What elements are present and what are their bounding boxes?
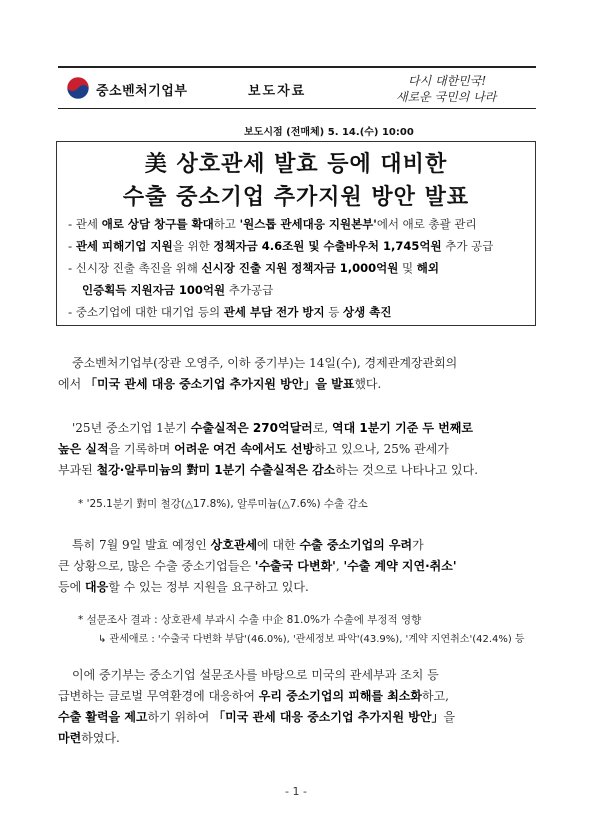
svg-text:새로운 국민의 나라: 새로운 국민의 나라 [396, 90, 497, 104]
slogan-handwriting [388, 70, 528, 108]
summary-bullet: - 신시장 진출 촉진을 위해 신시장 진출 지원 정책자금 1,000억원 및 해외 [68, 261, 439, 275]
footnote-steel-aluminum: * '25.1분기 對미 철강(△17.8%), 알루미늄(△7.6%) 수출 감소 [78, 498, 368, 510]
body-paragraph-2: '25년 중소기업 1분기 수출실적은 270억달러로, 역대 1분기 기준 두 번째로 높은 실적을 기록하며 어려운 여건 속에서도 선방하고 있으나, 25% 관세가 부과된 철강·알루미늄의 對미 1분기 수출실적은 감소하는 것으로 나타나고 있다. [58, 421, 479, 477]
release-time: 보도시점 (전매체) 5. 14.(수) 10:00 [244, 127, 414, 138]
ministry-logo-icon [66, 76, 90, 100]
body-paragraph-4: 이에 중기부는 중소기업 설문조사를 바탕으로 미국의 관세부과 조치 등 급변하는 글로벌 무역환경에 대응하여 우리 중소기업의 피해를 최소화하고, 수출 활력을 제고하기 위하여 「미국 관세 대응 중소기업 추가지원 방안」을 마련하였다. [58, 668, 456, 745]
summary-bullet: - 관세 애로 상담 창구를 확대하고 '원스톱 관세대응 지원본부'에서 애로 총괄 관리 [68, 217, 477, 231]
headline-line-2: 수출 중소기업 추가지원 방안 발표 [122, 184, 470, 210]
footnote-survey-detail: ↳ 관세애로 : '수출국 다변화 부담'(46.0%), '관세정보 파악'(43.9%), '계약 지연취소'(42.4%) 등 [98, 634, 525, 645]
ministry-name: 중소벤처기업부 [96, 84, 188, 99]
summary-bullet: - 관세 피해기업 지원을 위한 정책자금 4.6조원 및 수출바우처 1,745억원 추가 공급 [68, 239, 494, 253]
summary-bullet-continued: 인증획득 지원자금 100억원 추가공급 [82, 283, 274, 297]
header-bottom-rule [58, 108, 536, 109]
headline-line-1: 美 상호관세 발효 등에 대비한 [144, 151, 448, 177]
press-release-tag: 보도자료 [248, 84, 307, 99]
body-paragraph-1: 중소벤처기업부(장관 오영주, 이하 중기부)는 14일(수), 경제관계장관회의 에서 「미국 관세 대응 중소기업 추가지원 방안」을 발표했다. [58, 356, 458, 391]
footnote-survey: * 설문조사 결과 : 상호관세 부과시 수출 中企 81.0%가 수출에 부정적 영향 [78, 614, 422, 626]
page-number: - 1 - [285, 785, 307, 798]
summary-bullet: - 중소기업에 대한 대기업 등의 관세 부담 전가 방지 등 상생 촉진 [68, 305, 392, 319]
body-paragraph-3: 특히 7월 9일 발효 예정인 상호관세에 대한 수출 중소기업의 우려가 큰 상황으로, 많은 수출 중소기업들은 '수출국 다변화', '수출 계약 지연·취소' 등에 대응할 수 있는 정부 지원을 요구하고 있다. [58, 538, 457, 594]
svg-text:다시 대한민국!: 다시 대한민국! [408, 74, 487, 88]
header-top-rule [58, 66, 536, 68]
